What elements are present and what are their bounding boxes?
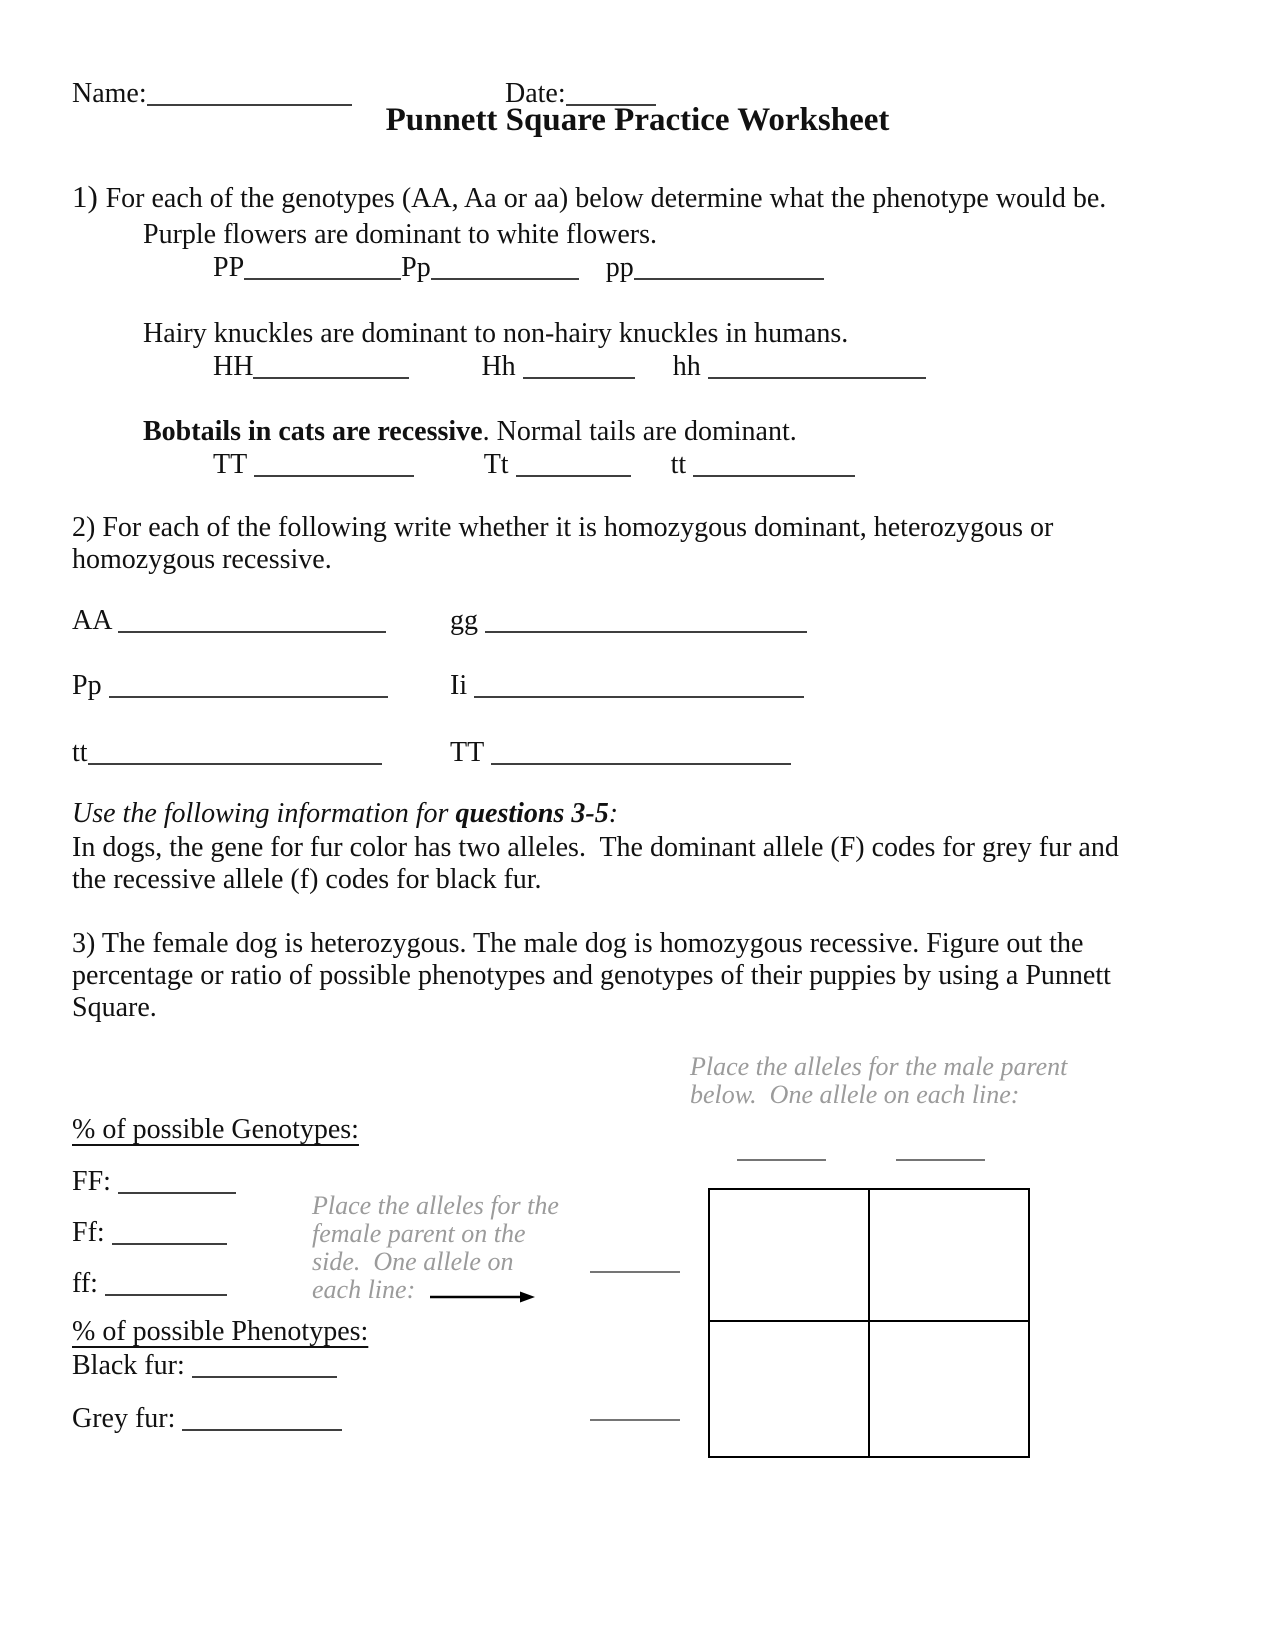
q3-line3: Square. <box>72 992 157 1023</box>
PP-blank[interactable] <box>244 278 401 280</box>
q2-row-gg: gg <box>450 605 807 637</box>
genotype-HH: HH <box>213 351 254 382</box>
Ii-answer-blank[interactable] <box>474 696 804 698</box>
right-arrow-icon <box>428 1288 536 1306</box>
tt-answer-blank[interactable] <box>88 763 382 765</box>
q2-row-tt: tt <box>72 737 382 769</box>
q1-knuckles-row <box>213 351 926 383</box>
q3-row-Ff: Ff: <box>72 1217 227 1249</box>
genotype-Pp: Pp <box>401 252 431 283</box>
pp-blank[interactable] <box>634 278 824 280</box>
tt-blank[interactable] <box>693 475 855 477</box>
q1-bobtails-statement <box>143 416 797 448</box>
genotype-tt: tt <box>670 449 694 480</box>
info-heading: Use the following information for questions 3-5: <box>72 798 619 829</box>
q2-row-Pp: Pp <box>72 670 388 702</box>
FF-percent-blank[interactable] <box>118 1192 236 1194</box>
genotype-TT: TT <box>213 449 254 480</box>
male-parent-note-line2: below. One allele on each line: <box>690 1080 1020 1109</box>
male-parent-note-line1: Place the alleles for the male parent <box>690 1052 1068 1081</box>
genotypes-heading: % of possible Genotypes: <box>72 1114 359 1145</box>
date-label: Date: <box>505 78 566 109</box>
q2-row-Ii: Ii <box>450 670 804 702</box>
genotype-Hh: Hh <box>481 351 523 382</box>
Ff-percent-blank[interactable] <box>112 1243 227 1245</box>
HH-blank[interactable] <box>253 377 409 379</box>
grey-fur-blank[interactable] <box>182 1429 342 1431</box>
q1-knuckles-statement: Hairy knuckles are dominant to non-hairy knuckles in humans. <box>143 318 849 349</box>
q1-number: 1) <box>72 179 106 214</box>
q3-row-black-fur: Black fur: <box>72 1350 337 1382</box>
q1-prompt: 1) For each of the genotypes (AA, Aa or aa) below determine what the phenotype would be. <box>72 179 1107 214</box>
punnett-cell-bottom-right[interactable] <box>870 1322 1028 1456</box>
punnett-cell-top-left[interactable] <box>710 1190 868 1320</box>
q1-flowers-statement: Purple flowers are dominant to white flowers. <box>143 219 657 250</box>
male-allele-blank-2[interactable] <box>896 1159 985 1161</box>
info-heading-bold: questions 3-5 <box>455 798 609 829</box>
gg-answer-blank[interactable] <box>485 631 807 633</box>
Pp-answer-blank[interactable] <box>109 696 388 698</box>
Tt-blank[interactable] <box>516 475 631 477</box>
ff-percent-blank[interactable] <box>105 1294 227 1296</box>
q2-prompt-line2: homozygous recessive. <box>72 544 332 575</box>
bobtails-bold-text: Bobtails in cats are recessive <box>143 416 483 447</box>
q3-line2: percentage or ratio of possible phenotypes and genotypes of their puppies by using a Punnett <box>72 960 1111 991</box>
TT-answer-blank[interactable] <box>491 763 791 765</box>
punnett-cell-bottom-left[interactable] <box>710 1322 868 1456</box>
black-fur-blank[interactable] <box>192 1376 337 1378</box>
punnett-square <box>708 1188 1030 1458</box>
q2-row-TT: TT <box>450 737 791 769</box>
q3-row-ff: ff: <box>72 1268 227 1300</box>
male-allele-blank-1[interactable] <box>737 1159 826 1161</box>
q2-row-AA: AA <box>72 605 386 637</box>
q2-prompt-line1: 2) For each of the following write whether it is homozygous dominant, heterozygous or <box>72 512 1054 543</box>
AA-answer-blank[interactable] <box>118 631 386 633</box>
page-title: Punnett Square Practice Worksheet <box>385 102 890 138</box>
bobtails-rest-text: . Normal tails are dominant. <box>482 416 797 447</box>
name-label: Name: <box>72 78 147 109</box>
genotype-Tt: Tt <box>483 449 516 480</box>
info-line2: the recessive allele (f) codes for black fur. <box>72 864 542 895</box>
phenotypes-heading: % of possible Phenotypes: <box>72 1316 369 1347</box>
q1-bobtails-row <box>213 449 855 481</box>
genotype-PP: PP <box>213 252 245 283</box>
female-parent-note-line2: female parent on the <box>312 1219 526 1248</box>
q1-flowers-row <box>213 252 824 284</box>
female-allele-blank-1[interactable] <box>590 1271 680 1273</box>
q3-row-FF: FF: <box>72 1166 236 1198</box>
q3-line1: 3) The female dog is heterozygous. The male dog is homozygous recessive. Figure out the <box>72 928 1084 959</box>
female-parent-note-line1: Place the alleles for the <box>312 1191 559 1220</box>
q3-row-grey-fur: Grey fur: <box>72 1403 342 1435</box>
Hh-blank[interactable] <box>523 377 635 379</box>
TT-blank[interactable] <box>254 475 414 477</box>
female-parent-note-line4: each line: <box>312 1275 416 1304</box>
genotype-pp: pp <box>605 252 634 283</box>
female-allele-blank-2[interactable] <box>590 1419 680 1421</box>
punnett-cell-top-right[interactable] <box>870 1190 1028 1320</box>
Pp-blank[interactable] <box>431 278 579 280</box>
genotype-hh: hh <box>672 351 708 382</box>
hh-blank[interactable] <box>708 377 926 379</box>
female-parent-note-line3: side. One allele on <box>312 1247 514 1276</box>
info-line1: In dogs, the gene for fur color has two alleles. The dominant allele (F) codes for grey fur and <box>72 832 1119 863</box>
